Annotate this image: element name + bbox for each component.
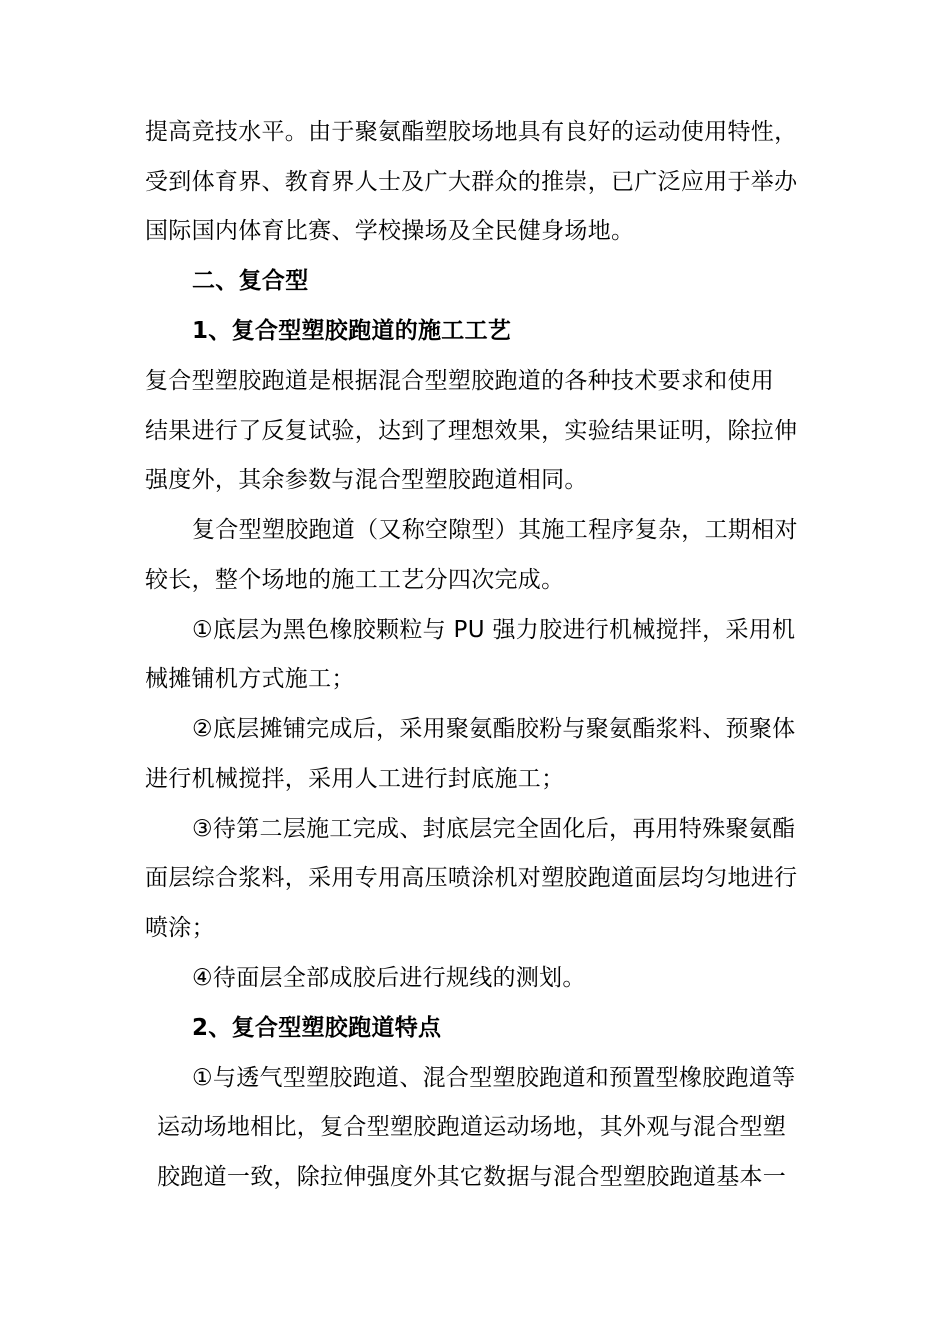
para1-line-2: 结果进行了反复试验，达到了理想效果，实验结果证明，除拉伸 [145,418,798,444]
step3-line-1: ③待第二层施工完成、封底层完全固化后，再用特殊聚氨酯 [192,816,796,842]
step3-line-3: 喷涂； [145,915,215,941]
step2-line-1: ②底层摊铺完成后，采用聚氨酯胶粉与聚氨酯浆料、预聚体 [192,716,796,742]
para1-line-1: 复合型塑胶跑道是根据混合型塑胶跑道的各种技术要求和使用 [145,368,775,394]
feature1-line-2: 运动场地相比，复合型塑胶跑道运动场地，其外观与混合型塑 [157,1114,787,1140]
intro-line-1: 提高竞技水平。由于聚氨酯塑胶场地具有良好的运动使用特性， [145,119,798,145]
step3-line-2: 面层综合浆料，采用专用高压喷涂机对塑胶跑道面层均匀地进行 [145,865,798,891]
feature1-line-1: ①与透气型塑胶跑道、混合型塑胶跑道和预置型橡胶跑道等 [192,1065,796,1091]
step1-line-1: ①底层为黑色橡胶颗粒与 PU 强力胶进行机械搅拌，采用机 [192,617,796,643]
para2-line-2: 较长，整个场地的施工工艺分四次完成。 [145,567,565,593]
subsection-2-heading: 2、复合型塑胶跑道特点 [192,1015,442,1041]
feature1-line-3: 胶跑道一致，除拉伸强度外其它数据与混合型塑胶跑道基本一 [157,1164,787,1190]
subsection-1-heading: 1、复合型塑胶跑道的施工工艺 [192,318,512,344]
para2-line-1: 复合型塑胶跑道（又称空隙型）其施工程序复杂，工期相对 [192,517,798,543]
step2-line-2: 进行机械搅拌，采用人工进行封底施工； [145,766,565,792]
intro-line-3: 国际国内体育比赛、学校操场及全民健身场地。 [145,218,635,244]
step4-line: ④待面层全部成胶后进行规线的测划。 [192,965,586,991]
section-heading: 二、复合型 [192,268,309,294]
para1-line-3: 强度外，其余参数与混合型塑胶跑道相同。 [145,467,588,493]
intro-line-2: 受到体育界、教育界人士及广大群众的推崇，已广泛应用于举办 [145,169,798,195]
step1-line-2: 械摊铺机方式施工； [145,666,355,692]
